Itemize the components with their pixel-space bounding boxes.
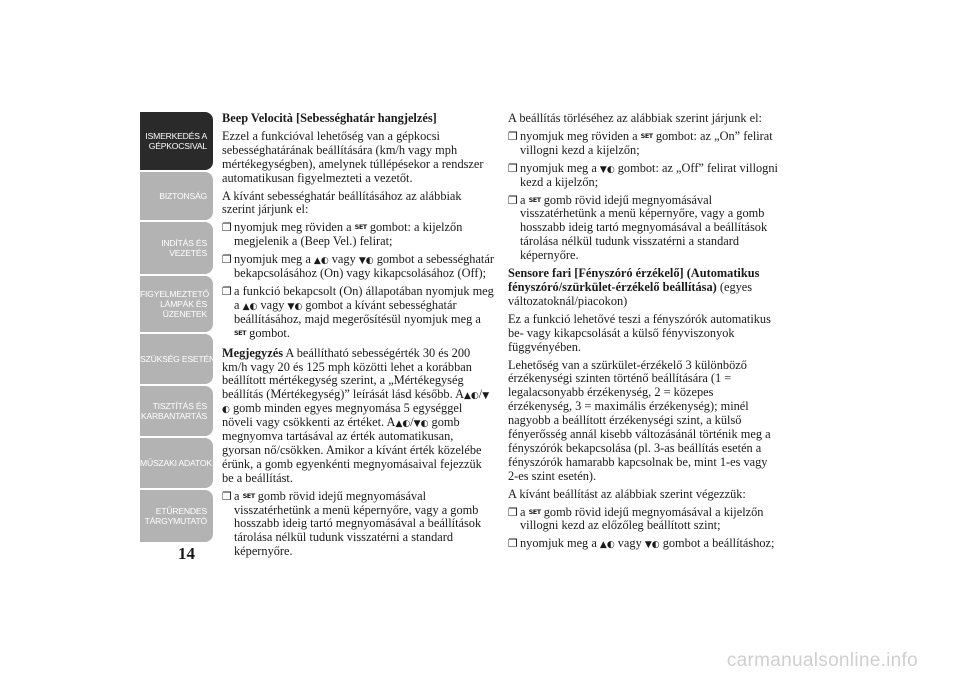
paragraph: A kívánt beállítást az alábbiak szerint végezzük: — [508, 486, 746, 501]
tab-label-line: TISZTÍTÁS ÉS — [152, 401, 207, 411]
minus-button-icon: ▼ — [599, 164, 607, 175]
checkbox-bullet-icon: ❐ — [508, 193, 518, 207]
list-item: ❐ a SET gomb rövid idejű megnyomásával visszatérhetünk a menü képernyőre, vagy a gomb hosszabb ideig tartó megnyomásával a beállítások tárolása nélkül tudunk visszatérni a standard képernyőre. — [508, 192, 768, 263]
section-heading: Beep Velocità [Sebességhatár hangjelzés] — [222, 111, 437, 125]
page-number: 14 — [178, 544, 195, 563]
tab-figyelmezteto[interactable] — [140, 276, 213, 332]
text-column-right — [508, 112, 780, 555]
minus-button-icon: ▼ — [644, 540, 652, 551]
paragraph: Lehetőség van a szürkület-érzékelő 3 különböző érzékenységi szinten történő beállítására (1 = legalacsonyabb érzékenység, 2 = közepes érzékenység, 3 = maximális érzékenység); minél nagyobb a beállított érzékenységi szint, a külső fényerősség annál kisebb változásánál történik meg a fényszórók bekapcsolása (pl. 3-as beállítás esetén a fényszórók hamarabb kapcsolnak be, mint 1-es vagy 2-es szint esetén). — [508, 357, 771, 483]
section-heading: Sensore fari [Fényszóró érzékelő] (Automatikus fényszóró/szürkület-érzékelő beállítása) — [508, 266, 760, 294]
plus-button-icon: ▲ — [395, 419, 403, 430]
set-button-icon: SET — [242, 491, 255, 500]
tab-label-line: ETŰRENDES — [155, 506, 207, 516]
paragraph: A beállítás törléséhez az alábbiak szerint járjunk el: — [508, 111, 762, 125]
tab-label-line: FIGYELMEZTETŐ — [140, 289, 210, 299]
knob-icon: ◐ — [606, 164, 615, 175]
set-button-icon: SET — [528, 507, 541, 516]
list-item: ❐ a SET gomb rövid idejű megnyomásával visszatérhetünk a menü képernyőre, vagy a gomb hosszabb ideig tartó megnyomásával a beállítások tárolása nélkül tudunk visszatérni a standard képernyőre. — [222, 488, 482, 559]
checkbox-bullet-icon: ❐ — [508, 505, 518, 519]
tab-label-line: SZÜKSÉG ESETÉN — [140, 354, 216, 364]
list-item: ❐ nyomjuk meg röviden a SET gombot: a kijelzőn megjelenik a (Beep Vel.) felirat; — [222, 220, 463, 249]
tab-inditas[interactable] — [140, 222, 213, 274]
paragraph: A kívánt sebességhatár beállításához az alábbiak szerint járjunk el: — [222, 188, 462, 217]
tab-label-line: GÉPKOCSIVAL — [148, 141, 207, 151]
tab-biztonsag[interactable] — [140, 172, 213, 220]
checkbox-bullet-icon: ❐ — [508, 537, 518, 551]
watermark: carmanualsonline.info — [726, 650, 918, 671]
tab-label-line: ISMERKEDÉS A — [145, 131, 207, 141]
list-item: ❐ a SET gomb rövid idejű megnyomásával a kijelzőn villogni kezd az előzőleg beállított szint; — [508, 504, 764, 533]
tab-ismerkedes[interactable] — [140, 112, 213, 170]
tab-label-line: KARBANTARTÁS — [140, 411, 207, 421]
knob-icon: ◐ — [249, 301, 258, 312]
paragraph: Ez a funkció lehetővé teszi a fényszórók automatikus be- vagy kikapcsolását a külső fényviszonyok függvényében. — [508, 311, 771, 354]
set-button-icon: SET — [528, 195, 541, 204]
tab-tisztitas[interactable] — [140, 386, 213, 436]
checkbox-bullet-icon: ❐ — [222, 253, 232, 267]
minus-button-icon: ▼ — [358, 256, 366, 267]
tab-label-line: ÜZENETEK — [162, 309, 207, 319]
list-item: ❐ nyomjuk meg a ▲◐ vagy ▼◐ gombot a beállításhoz; — [508, 536, 775, 551]
tab-label-line: BIZTONSÁG — [159, 191, 207, 201]
set-button-icon: SET — [354, 223, 367, 232]
section-heading-paragraph: Sensore fari [Fényszóró érzékelő] (Automatikus fényszóró/szürkület-érzékelő beállítása) (egyes változatoknál/piacokon) — [508, 266, 760, 308]
checkbox-bullet-icon: ❐ — [222, 284, 232, 298]
knob-icon: ◐ — [222, 405, 230, 416]
tab-targymutato[interactable] — [140, 490, 213, 542]
set-button-icon: SET — [234, 328, 247, 337]
minus-button-icon: ▼ — [413, 419, 421, 430]
knob-icon: ◐ — [320, 256, 329, 267]
tab-muszaki[interactable] — [140, 438, 213, 488]
list-item: ❐ nyomjuk meg a ▼◐ gombot: az „Off” felirat villogni kezd a kijelzőn; — [508, 160, 778, 189]
list-item: ❐ nyomjuk meg röviden a SET gombot: az „On” felirat villogni kezd a kijelzőn; — [508, 128, 773, 157]
checkbox-bullet-icon: ❐ — [222, 489, 232, 503]
checkbox-bullet-icon: ❐ — [508, 161, 518, 175]
note-label: Megjegyzés — [222, 345, 283, 360]
checkbox-bullet-icon: ❐ — [508, 129, 518, 143]
knob-icon: ◐ — [470, 391, 479, 402]
list-item: ❐ nyomjuk meg a ▲◐ vagy ▼◐ gombot a sebességhatár bekapcsolásához (On) vagy kikapcsolásához (Off); — [222, 252, 494, 281]
tab-label-line: VEZETÉS — [169, 248, 207, 258]
minus-button-icon: ▼ — [482, 391, 490, 402]
tab-label-line: LÁMPÁK ÉS — [160, 299, 207, 309]
plus-button-icon: ▲ — [464, 391, 471, 402]
knob-icon: ◐ — [606, 540, 615, 551]
minus-button-icon: ▼ — [287, 301, 295, 312]
knob-icon: ◐ — [365, 256, 374, 267]
tab-szukseg[interactable] — [140, 334, 216, 384]
tab-label-line: TÁRGYMUTATÓ — [144, 516, 207, 526]
plus-button-icon: ▲ — [599, 540, 607, 551]
paragraph: Ezzel a funkcióval lehetőség van a gépkocsi sebességhatárának beállítására (km/h vagy mph mértékegységben), amelynek túllépésekor a rendszer automatikusan figyelmezteti a vezetőt. — [222, 128, 484, 185]
knob-icon: ◐ — [651, 540, 660, 551]
tab-label-line: MŰSZAKI ADATOK — [140, 458, 212, 468]
plus-button-icon: ▲ — [242, 301, 250, 312]
note-paragraph: Megjegyzés A beállítható sebességérték 30 és 200 km/h vagy 20 és 125 mph közötti lehet a korábban beállított mértékegység szerint, a „Mértékegység beállítás (Mértékegység)” leírását lásd később. A▲◐/▼◐ gomb minden egyes megnyomása 5 egységgel növeli vagy csökkenti az értéket. A▲◐/▼◐ gomb megnyomva tartásával az érték automatikusan, gyorsan nő/csökken. Amikor a kívánt érték közelébe érünk, a gomb egyenkénti megnyomásaival fejezzük be a beállítást. — [222, 345, 490, 485]
checkbox-bullet-icon: ❐ — [222, 221, 232, 235]
text-column-left — [222, 112, 494, 563]
tab-label-line: INDÍTÁS ÉS — [161, 238, 207, 248]
list-item: ❐ a funkció bekapcsolt (On) állapotában nyomjuk meg a ▲◐ vagy ▼◐ gombot a kívánt sebességhatár beállításához, majd megerősítésül nyomjuk meg a SET gombot. — [222, 283, 494, 340]
plus-button-icon: ▲ — [313, 256, 321, 267]
knob-icon: ◐ — [294, 301, 303, 312]
knob-icon: ◐ — [402, 419, 411, 430]
set-button-icon: SET — [640, 131, 653, 140]
knob-icon: ◐ — [420, 419, 429, 430]
